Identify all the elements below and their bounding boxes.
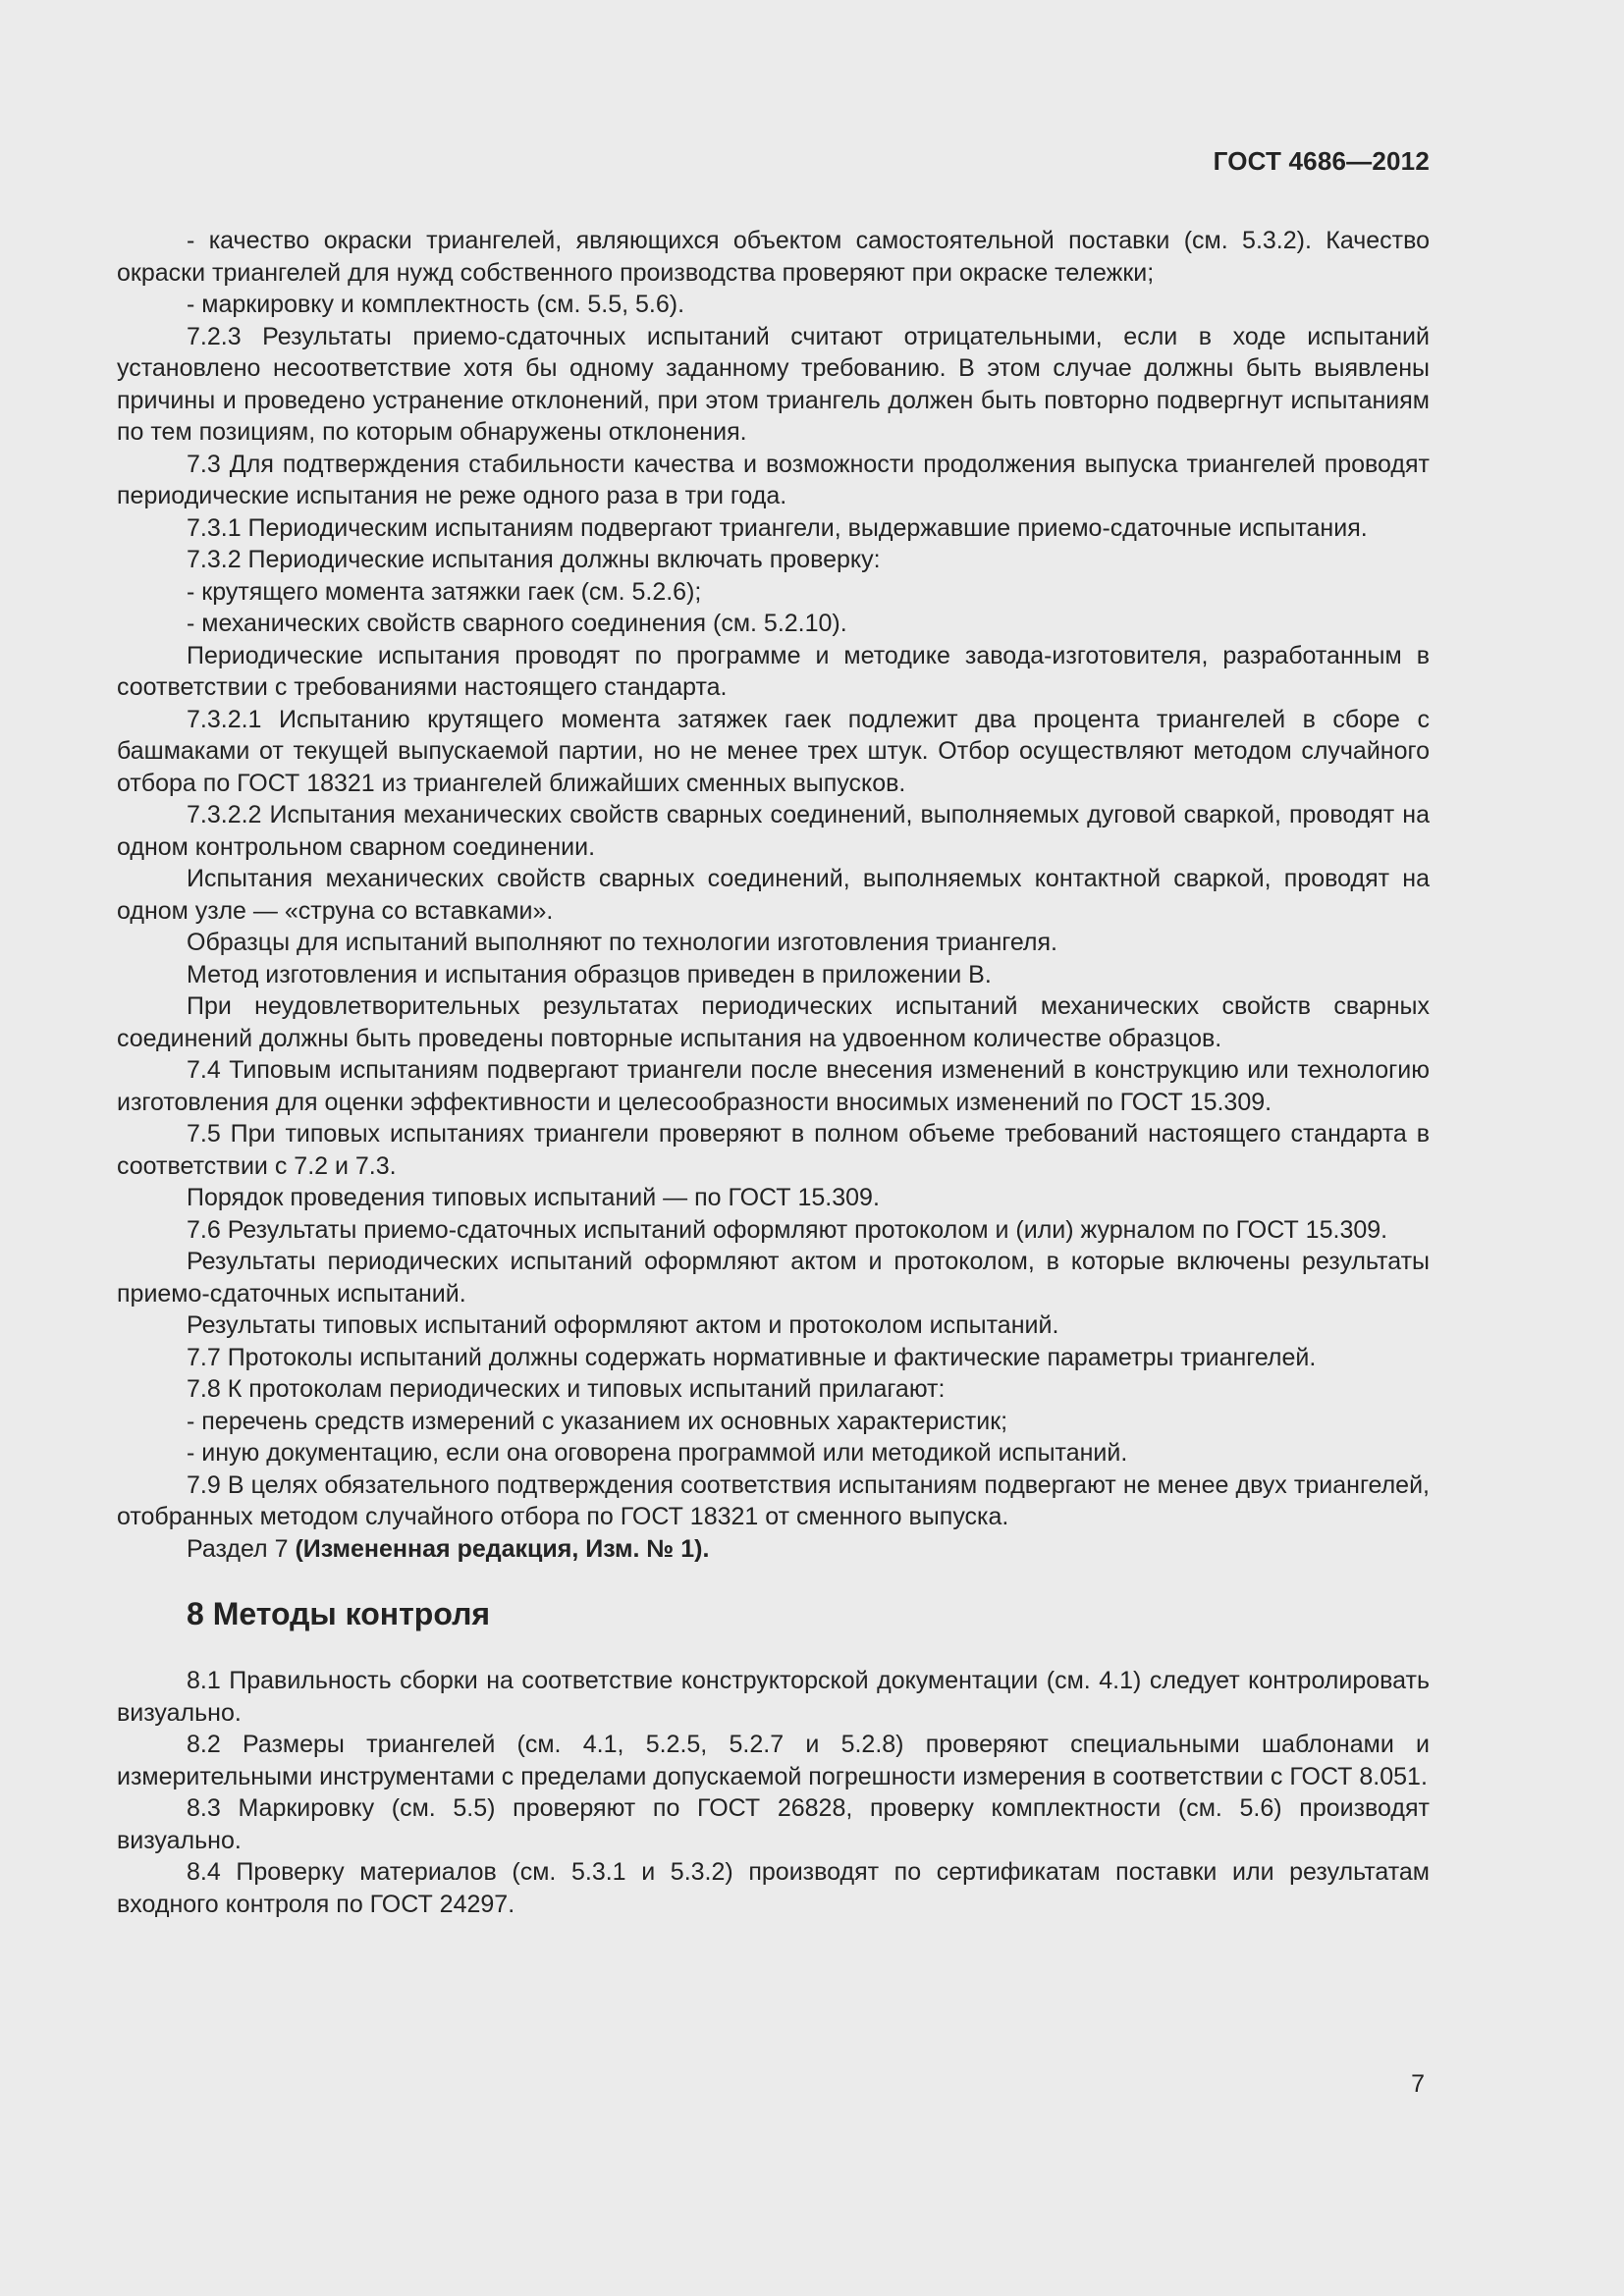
paragraph: 7.3.1 Периодическим испытаниям подвергают триангели, выдержавшие приемо-сдаточные испытания.	[187, 513, 1368, 542]
paragraph: 7.4 Типовым испытаниям подвергают триангели после внесения изменений в конструкцию или технологию изготовления для оценки эффективности и целесообразности вносимых изменений по ГОСТ 15.309.	[117, 1056, 1430, 1116]
paragraph: 8.4 Проверку материалов (см. 5.3.1 и 5.3.2) производят по сертификатам поставки или результатам входного контроля по ГОСТ 24297.	[117, 1858, 1430, 1918]
amendment-prefix: Раздел 7	[187, 1534, 296, 1563]
paragraph: 8.1 Правильность сборки на соответствие конструкторской документации (см. 4.1) следует контролировать визуально.	[117, 1667, 1430, 1727]
paragraph: - маркировку и комплектность (см. 5.5, 5.6).	[187, 291, 685, 318]
paragraph: 7.3.2.2 Испытания механических свойств сварных соединений, выполняемых дуговой сваркой, проводят на одном контрольном сварном соединении.	[117, 801, 1430, 861]
paragraph: 7.5 При типовых испытаниях триангели проверяют в полном объеме требований настоящего стандарта в соответствии с 7.2 и 7.3.	[117, 1120, 1430, 1180]
paragraph: 7.8 К протоколам периодических и типовых испытаний прилагают:	[187, 1375, 946, 1403]
paragraph: 7.3.2 Периодические испытания должны включать проверку:	[187, 546, 881, 573]
document-code-header: ГОСТ 4686—2012	[1213, 146, 1430, 176]
paragraph: 7.2.3 Результаты приемо-сдаточных испытаний считают отрицательными, если в ходе испытаний установлено несоответствие хотя бы одному заданному требованию. В этом случае должны быть выявлены причины и проведено устранение отклонений, при этом триангель должен быть повторно подвергнут испытаниям по тем позициям, по которым обнаружены отклонения.	[117, 322, 1430, 446]
paragraph: 7.7 Протоколы испытаний должны содержать нормативные и фактические параметры триангелей.	[187, 1343, 1317, 1371]
paragraph: 7.6 Результаты приемо-сдаточных испытаний оформляют протоколом и (или) журналом по ГОСТ 15.309.	[187, 1215, 1388, 1244]
paragraph: - иную документацию, если она оговорена программой или методикой испытаний.	[187, 1439, 1128, 1467]
paragraph: - качество окраски триангелей, являющихся объектом самостоятельной поставки (см. 5.3.2). Качество окраски триангелей для нужд собственного производства проверяют при окраске тележки;	[117, 227, 1430, 287]
page-body	[117, 225, 1430, 1920]
amendment-note	[117, 1533, 1430, 1566]
paragraph: Периодические испытания проводят по программе и методике завода-изготовителя, разработанным в соответствии с требованиями настоящего стандарта.	[117, 641, 1430, 701]
paragraph: Результаты типовых испытаний оформляют актом и протоколом испытаний.	[187, 1311, 1059, 1339]
paragraph: - перечень средств измерений с указанием их основных характеристик;	[187, 1407, 1008, 1435]
paragraph: При неудовлетворительных результатах периодических испытаний механических свойств сварных соединений должны быть проведены повторные испытания на удвоенном количестве образцов.	[117, 992, 1430, 1052]
paragraph: Порядок проведения типовых испытаний — по ГОСТ 15.309.	[187, 1184, 880, 1211]
section-8-title: 8 Методы контроля	[187, 1596, 491, 1631]
page-number: 7	[1411, 2070, 1425, 2098]
paragraph: Метод изготовления и испытания образцов приведен в приложении В.	[187, 960, 992, 988]
paragraph: Испытания механических свойств сварных соединений, выполняемых контактной сваркой, проводят на одном узле — «струна со вставками».	[117, 865, 1430, 925]
paragraph: 8.2 Размеры триангелей (см. 4.1, 5.2.5, 5.2.7 и 5.2.8) проверяют специальными шаблонами и измерительными инструментами с пределами допускаемой погрешности измерения в соответствии с ГОСТ 8.051.	[117, 1731, 1430, 1790]
paragraph: 8.3 Маркировку (см. 5.5) проверяют по ГОСТ 26828, проверку комплектности (см. 5.6) производят визуально.	[117, 1794, 1430, 1854]
paragraph: - механических свойств сварного соединения (см. 5.2.10).	[187, 610, 847, 637]
paragraph: 7.9 В целях обязательного подтверждения соответствия испытаниям подвергают не менее двух триангелей, отобранных методом случайного отбора по ГОСТ 18321 от сменного выпуска.	[117, 1470, 1430, 1530]
paragraph: 7.3 Для подтверждения стабильности качества и возможности продолжения выпуска триангелей проводят периодические испытания не реже одного раза в три года.	[117, 450, 1430, 509]
amendment-bold-text: (Измененная редакция, Изм. № 1).	[295, 1534, 710, 1563]
paragraph: 7.3.2.1 Испытанию крутящего момента затяжек гаек подлежит два процента триангелей в сборе с башмаками от текущей выпускаемой партии, но не менее трех штук. Отбор осуществляют методом случайного отбора по ГОСТ 18321 из триангелей ближайших сменных выпусков.	[117, 705, 1430, 797]
paragraph: Образцы для испытаний выполняют по технологии изготовления триангеля.	[187, 929, 1057, 956]
paragraph: - крутящего момента затяжки гаек (см. 5.2.6);	[187, 577, 702, 606]
paragraph: Результаты периодических испытаний оформляют актом и протоколом, в которые включены результаты приемо-сдаточных испытаний.	[117, 1248, 1430, 1308]
